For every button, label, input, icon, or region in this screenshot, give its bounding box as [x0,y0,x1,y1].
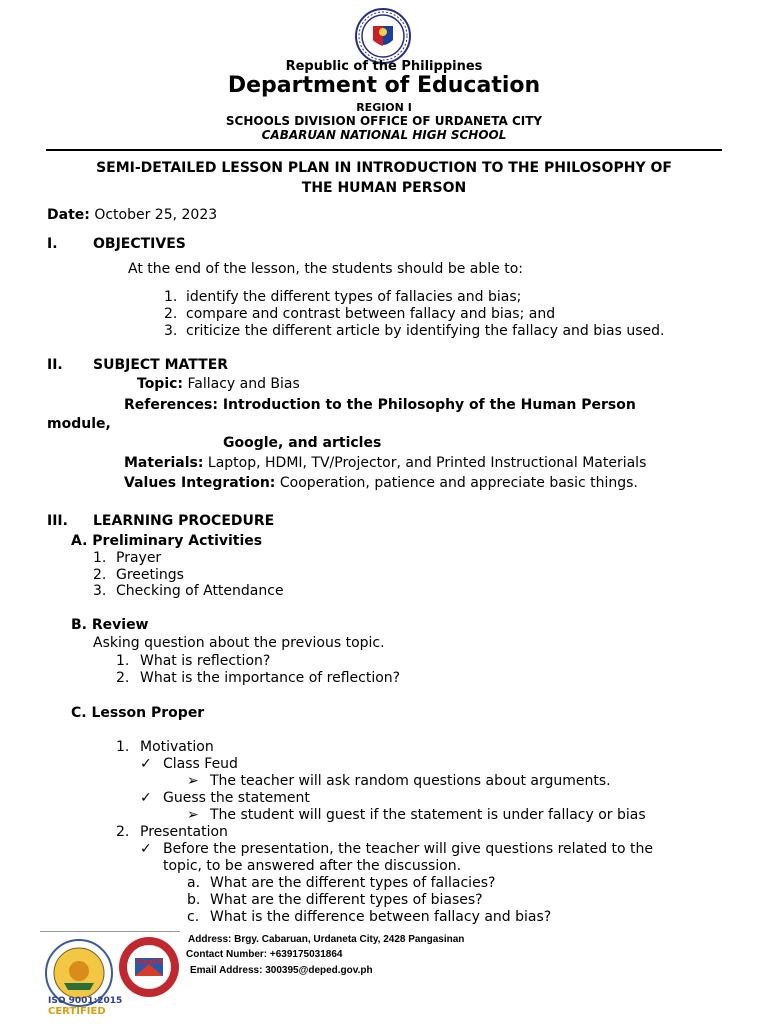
check-icon: ✓ [140,841,152,857]
question-c: What is the difference between fallacy and bias? [210,909,552,925]
materials-value: Laptop, HDMI, TV/Projector, and Printed Instructional Materials [207,455,647,471]
section-i-number: I. [47,236,58,252]
lesson-text-motivation: Motivation [140,739,214,755]
motivation-detail-1: The teacher will ask random questions about arguments. [210,773,611,789]
values-value: Cooperation, patience and appreciate basic things. [279,475,638,491]
prelim-num-2: 2. [93,567,107,583]
values-line [124,475,638,491]
prelim-num-1: 1. [93,550,107,566]
deped-logo-text: DepED [137,958,164,966]
header-division: SCHOOLS DIVISION OFFICE OF URDANETA CITY [225,114,543,128]
header-republic: Republic of the Philippines [285,59,483,74]
objective-text-2: compare and contrast between fallacy and bias; and [186,306,556,322]
topic-value: Fallacy and Bias [187,376,300,392]
review-text-2: What is the importance of reflection? [140,670,401,686]
lesson-text-presentation: Presentation [140,824,228,840]
header-school: CABARUAN NATIONAL HIGH SCHOOL [261,128,507,142]
subsection-a-heading: A. Preliminary Activities [71,533,263,549]
objective-num-1: 1. [164,289,178,305]
references-line2: module, [47,416,111,432]
objective-num-3: 3. [164,323,178,339]
references-line3: Google, and articles [223,435,382,451]
question-letter-c: c. [187,909,200,925]
lesson-num-2: 2. [116,824,130,840]
question-a: What are the different types of fallacies? [210,875,496,891]
date-value: October 25, 2023 [94,207,218,223]
footer-email: Email Address: 300395@deped.gov.ph [190,965,373,976]
review-num-1: 1. [116,653,130,669]
presentation-item-line1: Before the presentation, the teacher will give questions related to the [163,841,654,857]
deped-seal-logo [355,8,411,64]
review-num-2: 2. [116,670,130,686]
check-icon: ✓ [140,790,152,806]
footer-divider [40,931,180,932]
arrow-bullet-icon: ➢ [187,807,199,823]
header-divider [46,149,722,151]
iso-label: ISO 9001:2015 [48,996,123,1006]
objective-text-3: criticize the different article by identifying the fallacy and bias used. [186,323,665,339]
section-iii-heading: LEARNING PROCEDURE [93,513,275,529]
date-line [47,207,217,223]
materials-line [124,455,646,471]
header-region: REGION I [356,101,412,114]
footer-contact: Contact Number: +639175031864 [186,949,343,960]
question-letter-a: a. [187,875,201,891]
review-text-1: What is reflection? [140,653,271,669]
motivation-detail-2: The student will guest if the statement is under fallacy or bias [210,807,646,823]
motivation-item-guess: Guess the statement [163,790,310,806]
question-letter-b: b. [187,892,201,908]
subsection-b-heading: B. Review [71,617,149,633]
arrow-bullet-icon: ➢ [187,773,199,789]
question-b: What are the different types of biases? [210,892,483,908]
lesson-plan-title-line2: THE HUMAN PERSON [301,180,467,196]
subsection-c-heading: C. Lesson Proper [71,705,205,721]
section-ii-number: II. [47,357,63,373]
review-intro: Asking question about the previous topic. [93,635,385,651]
objectives-intro: At the end of the lesson, the students should be able to: [128,261,523,277]
prelim-text-1: Prayer [116,550,162,566]
lesson-num-1: 1. [116,739,130,755]
topic-label: Topic: [137,376,184,392]
objective-text-1: identify the different types of fallacies and bias; [186,289,522,305]
values-label: Values Integration: [124,475,276,491]
topic-line [137,376,300,392]
section-i-heading: OBJECTIVES [93,236,186,252]
references-line1: References: Introduction to the Philosophy of the Human Person [124,397,636,413]
objective-num-2: 2. [164,306,178,322]
deped-division-logo [118,936,180,998]
header-department: Department of Education [227,73,541,98]
certified-label: CERTIFIED [48,1006,106,1017]
prelim-text-2: Greetings [116,567,184,583]
lesson-plan-title-line1: SEMI-DETAILED LESSON PLAN IN INTRODUCTION TO THE PHILOSOPHY OF [96,160,672,176]
prelim-num-3: 3. [93,583,107,599]
section-ii-heading: SUBJECT MATTER [93,357,229,373]
prelim-text-3: Checking of Attendance [116,583,284,599]
date-label: Date: [47,207,90,223]
materials-label: Materials: [124,455,204,471]
section-iii-number: III. [47,513,68,529]
footer-address: Address: Brgy. Cabaruan, Urdaneta City, 2428 Pangasinan [188,934,465,945]
presentation-item-line2: topic, to be answered after the discussion. [163,858,462,874]
motivation-item-class-feud: Class Feud [163,756,238,772]
check-icon: ✓ [140,756,152,772]
